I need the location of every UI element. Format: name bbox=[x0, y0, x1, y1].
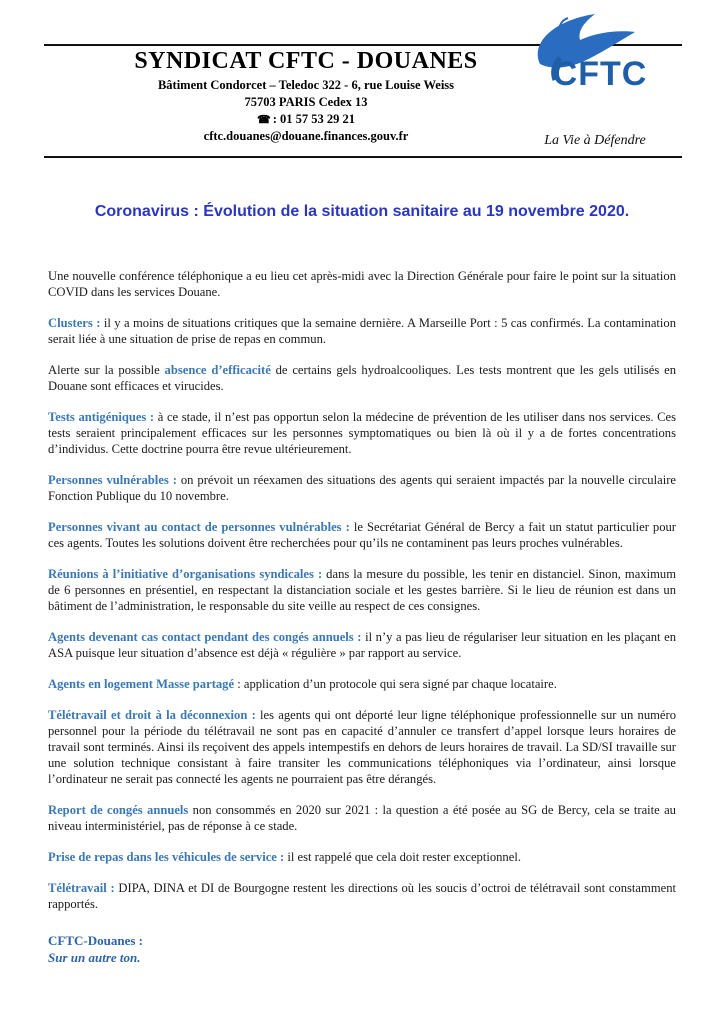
address-line-2: 75703 PARIS Cedex 13 bbox=[244, 95, 368, 109]
email-address: cftc.douanes@douane.finances.gouv.fr bbox=[203, 129, 409, 143]
paragraph-label: Clusters : bbox=[48, 316, 101, 330]
signature bbox=[48, 932, 676, 966]
paragraph-label: Télétravail et droit à la déconnexion : bbox=[48, 708, 256, 722]
document-title: Coronavirus : Évolution de la situation sanitaire au 19 novembre 2020. bbox=[94, 203, 630, 220]
paragraph-deconnexion bbox=[48, 707, 676, 787]
paragraph-text: il n’y a pas lieu de régulariser leur situation en les plaçant en ASA puisque leur situation d’absence est déjà « régulière » par rapport au service. bbox=[48, 630, 676, 660]
paragraph-label: Télétravail : bbox=[48, 881, 115, 895]
address-line-1: Bâtiment Condorcet – Teledoc 322 - 6, rue Louise Weiss bbox=[157, 78, 455, 92]
paragraph-label: Report de congés annuels bbox=[48, 803, 189, 817]
paragraph-label: absence d’efficacité bbox=[164, 363, 271, 377]
paragraph-repas bbox=[48, 849, 676, 865]
paragraph-text: DIPA, DINA et DI de Bourgogne restent les directions où les soucis d’octroi de télétravail sont constamment rapportés. bbox=[48, 881, 676, 911]
paragraph-label: Personnes vivant au contact de personnes vulnérables : bbox=[48, 520, 350, 534]
paragraph-tests bbox=[48, 409, 676, 457]
paragraph-text: Une nouvelle conférence téléphonique a eu lieu cet après-midi avec la Direction Générale pour faire le point sur la situation COVID dans les services Douane. bbox=[48, 269, 676, 299]
paragraph-text: il y a moins de situations critiques que la semaine dernière. A Marseille Port : 5 cas confirmés. La contamination serait liée à une situation de prise de repas en commun. bbox=[48, 316, 676, 346]
paragraph-text: à ce stade, il n’est pas opportun selon la médecine de prévention de les utiliser dans nos services. Ces tests seraient principalement efficaces sur les personnes symptomatiques ou bien là où il y a de fortes concentrations d’individus. Cette doctrine pourra être revue ultérieurement. bbox=[48, 410, 676, 456]
signature-motto: Sur un autre ton. bbox=[48, 950, 141, 965]
paragraph-label: Personnes vulnérables : bbox=[48, 473, 177, 487]
document-body bbox=[48, 268, 676, 966]
paragraph-contact-vulnerables bbox=[48, 519, 676, 551]
paragraph-label: Tests antigéniques : bbox=[48, 410, 155, 424]
paragraph-teletravail bbox=[48, 880, 676, 912]
paragraph-reunions bbox=[48, 566, 676, 614]
paragraph-text: : application d’un protocole qui sera signé par chaque locataire. bbox=[234, 677, 557, 691]
paragraph-text: les agents qui ont déporté leur ligne téléphonique professionnelle sur un numéro personnel pour la période du télétravail ne sont pas en capacité d’annuler ce transfert d’appel lorsque leurs horaires de travail sont terminés. Ainsi ils reçoivent des appels intempestifs en dehors de leurs horaires de travail. La SD/SI travaille sur une solution technique consistant à faire transiter les communications téléphoniques via l’ordinateur, ainsi lorsque l’ordinateur ne serait pas connecté les agents ne pourraient pas être dérangés. bbox=[48, 708, 676, 786]
org-name: SYNDICAT CFTC - DOUANES bbox=[134, 48, 478, 74]
paragraph-label: Réunions à l’initiative d’organisations syndicales : bbox=[48, 567, 323, 581]
telephone-icon: ☎ bbox=[257, 114, 271, 126]
paragraph-text: le Secrétariat Général de Bercy a fait un statut particulier pour ces agents. Toutes les solutions doivent être recherchées pour qu’ils ne contaminent pas leurs proches vulnérables. bbox=[48, 520, 677, 550]
paragraph-cas-contact bbox=[48, 629, 676, 661]
paragraph-label: Agents en logement Masse partagé bbox=[48, 677, 235, 691]
paragraph-text: non consommés en 2020 sur 2021 : la question a été posée au SG de Bercy, cela se traite au niveau interministériel, pas de réponse à ce stade. bbox=[48, 803, 676, 833]
paragraph-gels bbox=[48, 362, 676, 394]
paragraph-text: dans la mesure du possible, les tenir en distanciel. Sinon, maximum de 6 personnes en présentiel, en respectant la distanciation sociale et les gestes barrière. Si le lieu de réunion est dans un bâtiment de l’administration, le responsable du site veille au respect de ces consignes. bbox=[48, 567, 677, 613]
paragraph-text: on prévoit un réexamen des situations des agents qui seraient impactés par la nouvelle circulaire Fonction Publique du 10 novembre. bbox=[48, 473, 676, 503]
paragraph-logement bbox=[48, 676, 676, 692]
paragraph-label: Agents devenant cas contact pendant des congés annuels : bbox=[48, 630, 362, 644]
paragraph-text: il est rappelé que cela doit rester exceptionnel. bbox=[284, 850, 521, 864]
paragraph-pre: Alerte sur la possible bbox=[48, 363, 165, 377]
paragraph-report-conges bbox=[48, 802, 676, 834]
paragraph-clusters bbox=[48, 315, 676, 347]
signature-name: CFTC-Douanes : bbox=[48, 933, 143, 948]
logo-text: CFTC bbox=[552, 55, 648, 93]
phone-number: : 01 57 53 29 21 bbox=[272, 112, 355, 126]
paragraph-intro bbox=[48, 268, 676, 300]
paragraph-label: Prise de repas dans les véhicules de service : bbox=[48, 850, 285, 864]
paragraph-vulnerables bbox=[48, 472, 676, 504]
phone-line bbox=[106, 112, 506, 127]
logo-tagline: La Vie à Défendre bbox=[544, 133, 646, 148]
paragraph-text: de certains gels hydroalcooliques. Les tests montrent que les gels utilisés en Douane sont efficaces et virucides. bbox=[48, 363, 677, 393]
